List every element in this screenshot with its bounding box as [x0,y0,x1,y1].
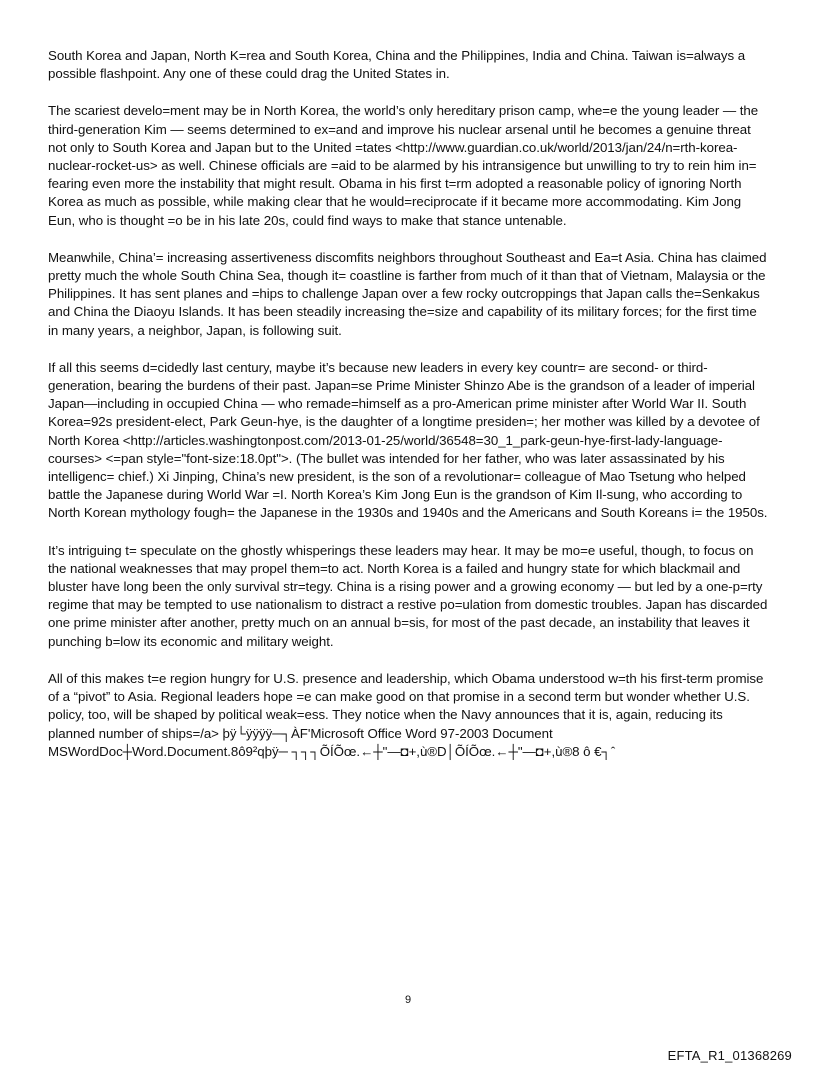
paragraph-3: Meanwhile, China’= increasing assertiveness discomfits neighbors throughout Southeast and Ea=t Asia. China has claimed pretty much the whole South China Sea, though it= coastline is farther from much of it than that of Vietnam, Malaysia or the Philippines. It has sent planes and =hips to challenge Japan over a few rocky outcroppings that Japan calls the=Senkakus and China the Diaoyu Islands. It has been steadily increasing the=size and capability of its military forces; for the first time in many years, a neighbor, Japan, is following suit. [48,249,767,338]
paragraph-4: If all this seems d=cidedly last century, maybe it’s because new leaders in every key countr= are second- or third-generation, bearing the burdens of their past. Japan=se Prime Minister Shinzo Abe is the grandson of a leader of imperial Japan—including in occupied China — who remade=himself as a pro-American prime minister after World War II. South Korea=92s president-elect, Park Geun-hye, is the daughter of a longtime presiden=; her mother was killed by a devotee of North Korea <http://articles.washingtonpost.com/2013-01-25/world/36548=30_1_park-geun-hye-first-lady-language-courses> <=pan style="font-size:18.0pt">. (The bullet was intended for her father, who was later assassinated by his intelligenc= chief.) Xi Jinping, China’s new president, is the son of a revolutionar= colleague of Mao Tsetung who helped battle the Japanese during World War =I. North Korea’s Kim Jong Eun is the grandson of Kim Il-sung, who according to North Korean mythology fough= the Japanese in the 1930s and 1940s and the Americans and South Koreans i= the 1950s. [48,359,768,521]
paragraph-2: The scariest develo=ment may be in North Korea, the world’s only hereditary prison camp, whe=e the young leader — the third-generation Kim — seems determined to ex=and and improve his nuclear arsenal until he becomes a genuine threat not only to South Korea and Japan but to the United =tates <http://www.guardian.co.uk/world/2013/jan/24/n=rth-korea-nuclear-rocket-us> as well. Chinese officials are =aid to be alarmed by his intransigence but unwilling to try to rein him in= fearing even more the instability that might result. Obama in his first t=rm adopted a reasonable policy of ignoring North Korea as much as possible, while making clear that he would=reciprocate if it became more accommodating. Kim Jong Eun, who is thought =o be in his late 20s, could find ways to make that stance untenable. [48,103,759,228]
paragraph-1: South Korea and Japan, North K=rea and South Korea, China and the Philippines, India and China. Taiwan is=always a possible flashpoint. Any one of these could drag the United States in. [48,48,746,82]
paragraph-5: It’s intriguing t= speculate on the ghostly whisperings these leaders may hear. It may be mo=e useful, though, to focus on the national weaknesses that may propel them=to act. North Korea is a failed and hungry state for which blackmail and bluster have long been the only survival str=tegy. China is a rising power and a growing economy — but led by a one-p=rty regime that may be tempted to use nationalism to distract a restive po=ulation from domestic troubles. Japan has discarded one prime minister after another, pretty much on an annual b=sis, for most of the past decade, an instability that leaves it punching b=low its economic and military weight. [48,542,768,649]
document-id: EFTA_R1_01368269 [667,1048,792,1063]
page-number: 9 [404,994,412,1006]
document-body [48,47,770,780]
paragraph-6: All of this makes t=e region hungry for U.S. presence and leadership, which Obama understood w=th his first-term promise of a “pivot” to Asia. Regional leaders hope =e can make good on that promise in a second term but wonder whether U.S. policy, too, will be shaped by political weak=ess. They notice when the Navy announces that it is, again, reducing its planned number of ships=/a> þÿ└ÿÿÿÿ─┐ÀF'Microsoft Office Word 97-2003 Document MSWordDoc┼Word.Document.8ô9²qþÿ─ ┐┐┐ÕÍÕœ.←┼"—◘+,ù®D│ÕÍÕœ.←┼"—◘+,ù®8 ô €┐ˆ [48,670,764,759]
